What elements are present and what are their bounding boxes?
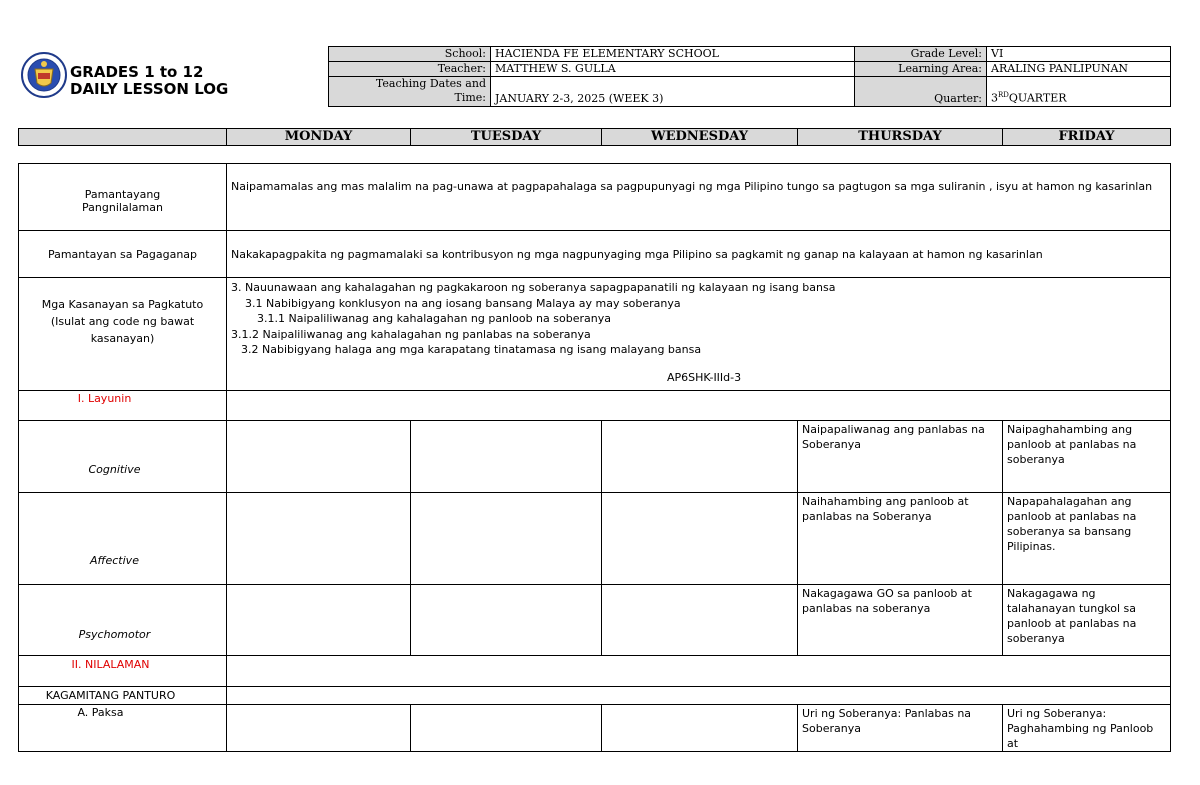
kagamitan-blank xyxy=(227,687,1171,705)
paksa-thursday: Uri ng Soberanya: Panlabas na Soberanya xyxy=(798,705,1003,752)
layunin-blank xyxy=(227,391,1171,421)
days-header-table xyxy=(18,128,1171,146)
school-value: HACIENDA FE ELEMENTARY SCHOOL xyxy=(491,47,855,62)
learning-area-label: Learning Area: xyxy=(855,62,987,77)
cognitive-tuesday xyxy=(411,421,602,493)
quarter-number: 3 xyxy=(991,92,998,105)
table-row xyxy=(19,164,1171,231)
table-row xyxy=(19,421,1171,493)
cognitive-label: Cognitive xyxy=(19,421,227,493)
psychomotor-wednesday xyxy=(602,585,798,656)
kagamitan-label: KAGAMITANG PANTURO xyxy=(19,687,227,705)
quarter-suffix: RD xyxy=(998,91,1009,100)
affective-thursday: Naihahambing ang panloob at panlabas na Soberanya xyxy=(798,493,1003,585)
performance-standard-text: Nakakapagpakita ng pagmamalaki sa kontribusyon ng mga nagpunyaging mga Pilipino sa pagkamit ng ganap na kalayaan at hamon ng kasarinlan xyxy=(227,231,1171,278)
paksa-label: A. Paksa xyxy=(19,705,227,752)
layunin-label: I. Layunin xyxy=(19,391,227,421)
teaching-dates-label-2: Time: xyxy=(454,91,486,104)
table-row xyxy=(19,278,1171,391)
table-row xyxy=(19,231,1171,278)
header-info-table xyxy=(328,46,1171,107)
competency-text xyxy=(227,278,1171,391)
competency-label-2: (Isulat ang code ng bawat xyxy=(50,315,195,328)
grade-level-label: Grade Level: xyxy=(855,47,987,62)
table-row xyxy=(19,585,1171,656)
psychomotor-thursday: Nakagagawa GO sa panloob at panlabas na soberanya xyxy=(798,585,1003,656)
psychomotor-tuesday xyxy=(411,585,602,656)
competency-line-3: 3.1.1 Naipaliliwanag ang kahalagahan ng panloob na soberanya xyxy=(257,312,611,325)
competency-label xyxy=(19,278,227,391)
content-standard-label-1: Pamantayang xyxy=(84,188,161,201)
affective-label: Affective xyxy=(19,493,227,585)
psychomotor-label: Psychomotor xyxy=(19,585,227,656)
day-thursday: THURSDAY xyxy=(798,129,1003,146)
competency-line-5: 3.2 Nabibigyang halaga ang mga karapatang tinatamasa ng isang malayang bansa xyxy=(241,343,702,356)
day-monday: MONDAY xyxy=(227,129,411,146)
days-header-blank xyxy=(19,129,227,146)
content-standard-label xyxy=(19,164,227,231)
paksa-monday xyxy=(227,705,411,752)
lesson-log-table xyxy=(18,163,1171,752)
quarter-value xyxy=(987,77,1171,107)
content-standard-text: Naipamamalas ang mas malalim na pag-unawa at pagpapahalaga sa pagpupunyagi ng mga Pilipino tungo sa pagtugon sa mga suliranin , isyu at hamon ng kasarinlan xyxy=(227,164,1171,231)
school-label: School: xyxy=(329,47,491,62)
table-row xyxy=(19,705,1171,752)
competency-label-1: Mga Kasanayan sa Pagkatuto xyxy=(41,298,204,311)
document-title xyxy=(70,64,228,98)
deped-seal-logo xyxy=(21,47,67,103)
psychomotor-friday: Nakagagawa ng talahanayan tungkol sa panloob at panlabas na soberanya xyxy=(1003,585,1171,656)
teacher-value: MATTHEW S. GULLA xyxy=(491,62,855,77)
table-row xyxy=(19,656,1171,687)
title-line-1: GRADES 1 to 12 xyxy=(70,63,204,81)
cognitive-wednesday xyxy=(602,421,798,493)
competency-code: AP6SHK-IIId-3 xyxy=(667,370,742,384)
cognitive-monday xyxy=(227,421,411,493)
quarter-label: Quarter: xyxy=(855,77,987,107)
content-standard-label-2: Pangnilalaman xyxy=(82,201,163,214)
performance-standard-label: Pamantayan sa Pagaganap xyxy=(19,231,227,278)
affective-monday xyxy=(227,493,411,585)
table-row xyxy=(19,391,1171,421)
psychomotor-monday xyxy=(227,585,411,656)
teaching-dates-value: JANUARY 2-3, 2025 (WEEK 3) xyxy=(491,77,855,107)
paksa-wednesday xyxy=(602,705,798,752)
teaching-dates-label-1: Teaching Dates and xyxy=(375,77,486,90)
quarter-word: QUARTER xyxy=(1008,92,1067,105)
nilalaman-blank xyxy=(227,656,1171,687)
competency-line-2: 3.1 Nabibigyang konklusyon na ang iosang bansang Malaya ay may soberanya xyxy=(245,296,681,310)
grade-level-value: VI xyxy=(987,47,1171,62)
cognitive-friday: Naipaghahambing ang panloob at panlabas na soberanya xyxy=(1003,421,1171,493)
affective-wednesday xyxy=(602,493,798,585)
affective-tuesday xyxy=(411,493,602,585)
teaching-dates-label xyxy=(329,77,491,107)
learning-area-value: ARALING PANLIPUNAN xyxy=(987,62,1171,77)
competency-line-1: 3. Nauunawaan ang kahalagahan ng pagkakaroon ng soberanya sapagpapanatili ng kalayaan ng isang bansa xyxy=(231,281,836,294)
cognitive-thursday: Naipapaliwanag ang panlabas na Soberanya xyxy=(798,421,1003,493)
paksa-friday: Uri ng Soberanya: Paghahambing ng Panloob at xyxy=(1003,705,1171,752)
table-row xyxy=(19,493,1171,585)
paksa-tuesday xyxy=(411,705,602,752)
competency-line-4: 3.1.2 Naipaliliwanag ang kahalagahan ng panlabas na soberanya xyxy=(231,327,591,341)
affective-friday: Napapahalagahan ang panloob at panlabas na soberanya sa bansang Pilipinas. xyxy=(1003,493,1171,585)
table-row xyxy=(19,687,1171,705)
day-wednesday: WEDNESDAY xyxy=(602,129,798,146)
day-friday: FRIDAY xyxy=(1003,129,1171,146)
title-line-2: DAILY LESSON LOG xyxy=(70,80,229,98)
competency-label-3: kasanayan) xyxy=(90,332,155,345)
day-tuesday: TUESDAY xyxy=(411,129,602,146)
teacher-label: Teacher: xyxy=(329,62,491,77)
nilalaman-label: II. NILALAMAN xyxy=(19,656,227,687)
